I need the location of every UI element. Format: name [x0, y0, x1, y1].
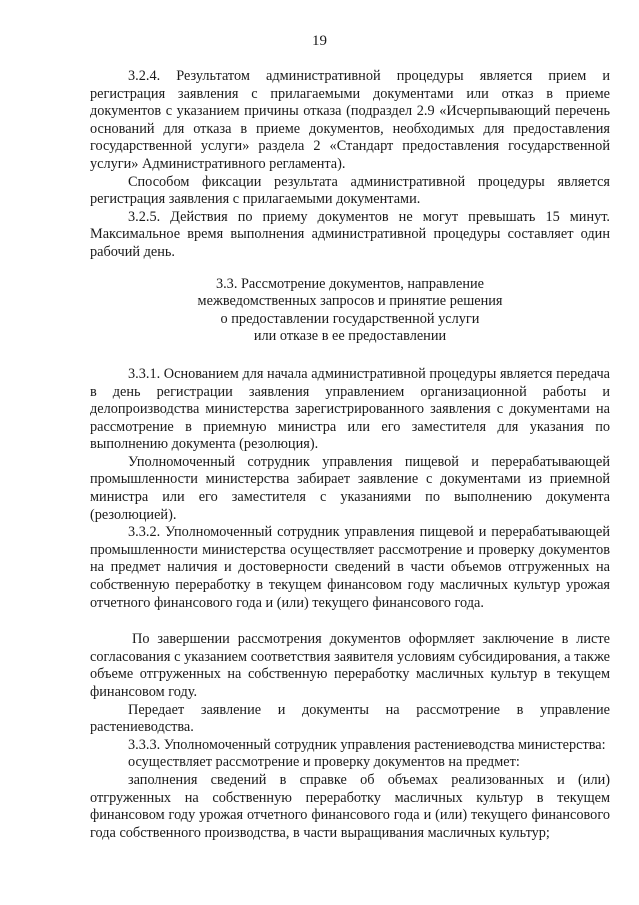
paragraph-3-3-2: 3.3.2. Уполномоченный сотрудник управления пищевой и перерабатывающей промышленности министерства осуществляет рассмотрение и проверку документов на предмет наличия и достоверности сведений в части объемов отгруженных на собственную переработку в текущем финансовом году масличных культур урожая отчетного финансового года и (или) текущего финансового года.: [90, 524, 610, 611]
section-heading-3-3: [90, 276, 610, 346]
page-number: 19: [312, 33, 327, 49]
heading-line: или отказе в ее предоставлении: [253, 328, 447, 345]
paragraph-3-3-3: 3.3.3. Уполномоченный сотрудник управления растениеводства министерства:: [128, 736, 606, 753]
paragraph-filling-info: заполнения сведений в справке об объемах реализованных и (или) отгруженных на собственную переработку масличных культур в текущем финансовом году урожая отчетного финансового года и (или) текущего финансового года собственного производства, в части выращивания масличных культур;: [90, 771, 610, 841]
heading-line: о предоставлении государственной услуги: [220, 310, 480, 327]
paragraph-review-subject: осуществляет рассмотрение и проверку документов на предмет:: [128, 754, 520, 771]
paragraph-authorized-employee: Уполномоченный сотрудник управления пищевой и перерабатывающей промышленности министерства забирает заявление с документами из приемной министра или его заместителя с указаниями по выполнению документа (резолюцией).: [90, 453, 610, 523]
paragraph-3-2-4: 3.2.4. Результатом административной процедуры является прием и регистрация заявления с прилагаемыми документами или отказ в приеме документов с указанием причины отказа (подраздел 2.9 «Исчерпывающий перечень оснований для отказа в приеме документов, необходимых для предоставления государственной услуги» раздела 2 «Стандарт предоставления государственной услуги» Административного регламента).: [90, 68, 610, 172]
heading-line: 3.3. Рассмотрение документов, направление: [215, 275, 485, 292]
heading-line: межведомственных запросов и принятие решения: [197, 293, 503, 310]
document-body: [90, 68, 610, 842]
paragraph-conclusion: По завершении рассмотрения документов оформляет заключение в листе согласования с указанием соответствия заявителя условиям субсидирования, а также объеме отгруженных на собственную переработку масличных культур в текущем финансовом году.: [90, 631, 610, 700]
paragraph-fixation-method: Способом фиксации результата административной процедуры является регистрация заявления с прилагаемыми документами.: [90, 173, 610, 208]
paragraph-transfer: Передает заявление и документы на рассмотрение в управление растениеводства.: [90, 701, 610, 736]
paragraph-3-2-5: 3.2.5. Действия по приему документов не могут превышать 15 минут. Максимальное время выполнения административной процедуры составляет один рабочий день.: [90, 208, 610, 260]
paragraph-3-3-1: 3.3.1. Основанием для начала административной процедуры является передача в день регистрации заявления управлением организационной работы и делопроизводства министерства зарегистрированного заявления с документами на рассмотрение в приемную министра или его заместителя для указания по выполнению документа (резолюция).: [90, 365, 610, 453]
